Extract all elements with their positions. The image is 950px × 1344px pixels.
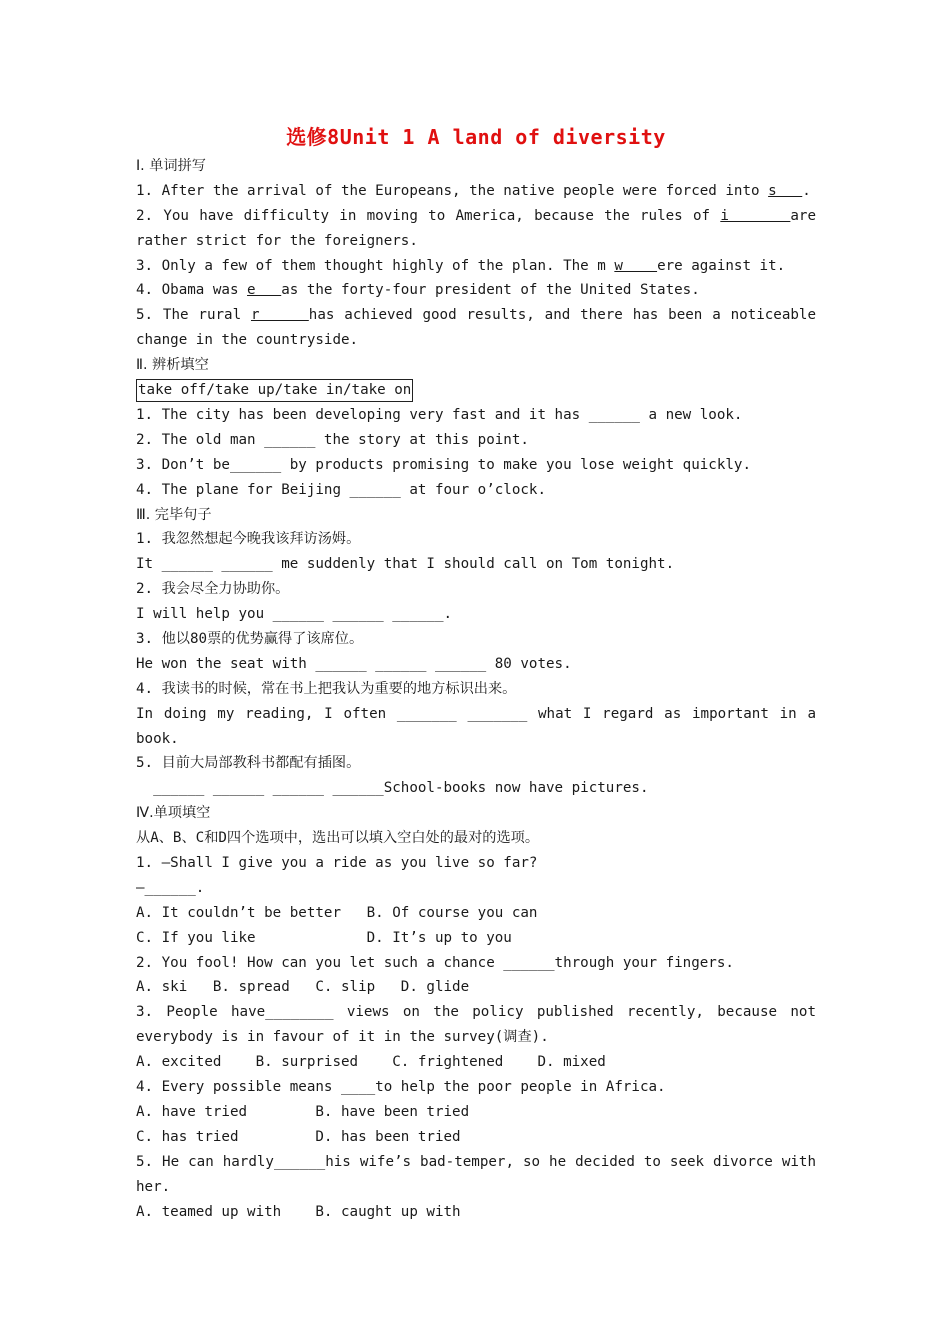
s4-instructions: 从A、B、C和D四个选项中，选出可以填入空白处的最对的选项。 (136, 830, 540, 847)
s1-question-1: 1. After the arrival of the Europeans, the native people were forced into s . (136, 182, 811, 199)
s2-question-1: 1. The city has been developing very fast and it has ______ a new look. (136, 406, 743, 423)
s4-q1-options-cd: C. If you like D. It’s up to you (136, 929, 512, 946)
s1-question-4: 4. Obama was e as the forty-four president of the United States. (136, 282, 700, 299)
answer-blank: w (614, 257, 658, 274)
s3-q4-english: In doing my reading, I often _______ _______ what I regard as important in a book. (136, 705, 816, 747)
s4-q4-options-ab: A. have tried B. have been tried (136, 1103, 470, 1120)
s3-q1-english: It ______ ______ me suddenly that I should call on Tom tonight. (136, 556, 675, 573)
s3-q2-chinese: 2. 我会尽全力协助你。 (136, 581, 290, 598)
section-4-heading: Ⅳ.单项填空 (136, 805, 211, 822)
s1-question-5: 5. The rural r has achieved good results, and there has been a noticeable change in the countryside. (136, 307, 817, 349)
s2-word-box-row (136, 378, 816, 403)
s4-question-5: 5. He can hardly______his wife’s bad-temper, so he decided to seek divorce with her. (136, 1153, 816, 1195)
section-3-heading: Ⅲ. 完毕句子 (136, 506, 212, 523)
section-1-heading: Ⅰ. 单词拼写 (136, 158, 206, 174)
document-page (136, 120, 816, 1224)
section-2-heading: Ⅱ. 辨析填空 (136, 357, 209, 374)
s3-q3-chinese: 3. 他以80票的优势赢得了该席位。 (136, 630, 364, 647)
s3-q1-chinese: 1. 我忽然想起今晚我该拜访汤姆。 (136, 531, 361, 548)
s4-q4-options-cd: C. has tried D. has been tried (136, 1128, 461, 1145)
answer-blank: r (250, 307, 309, 324)
s3-q5-chinese: 5. 目前大局部教科书都配有插图。 (136, 755, 361, 772)
s4-question-4: 4. Every possible means ____to help the poor people in Africa. (136, 1079, 666, 1096)
s3-q3-english: He won the seat with ______ ______ ______ 80 votes. (136, 655, 572, 672)
s4-question-1: 1. —Shall I give you a ride as you live so far? (136, 855, 538, 872)
s4-question-3: 3. People have________ views on the policy published recently, because not everybody is in favour of it in the survey(调查). (136, 1004, 816, 1046)
s3-q2-english: I will help you ______ ______ ______. (136, 606, 453, 623)
s1-question-2: 2. You have difficulty in moving to America, because the rules of i are rather strict for the foreigners. (136, 207, 817, 249)
document-title: 选修8Unit 1 A land of diversity (286, 125, 666, 149)
s4-q1-options-ab: A. It couldn’t be better B. Of course you can (136, 904, 538, 921)
s3-q4-chinese: 4. 我读书的时候，常在书上把我认为重要的地方标识出来。 (136, 680, 517, 697)
s4-q5-options-ab: A. teamed up with B. caught up with (136, 1203, 461, 1220)
answer-blank: s (768, 182, 803, 199)
s2-question-4: 4. The plane for Beijing ______ at four o’clock. (136, 481, 546, 498)
s1-question-3: 3. Only a few of them thought highly of the plan. The m w ere against it. (136, 257, 786, 274)
s4-question-2: 2. You fool! How can you let such a chance ______through your fingers. (136, 954, 734, 971)
s4-q1-answer-line: —______. (136, 879, 205, 896)
s4-q2-options: A. ski B. spread C. slip D. glide (136, 979, 470, 996)
s4-q3-options: A. excited B. surprised C. frightened D. mixed (136, 1054, 606, 1071)
phrase-box: take off/take up/take in/take on (136, 379, 413, 402)
s2-question-2: 2. The old man ______ the story at this point. (136, 431, 529, 448)
answer-blank: e (247, 282, 282, 299)
s3-q5-english: ______ ______ ______ ______School-books now have pictures. (136, 780, 649, 797)
answer-blank: i (720, 207, 791, 224)
s2-question-3: 3. Don’t be______ by products promising to make you lose weight quickly. (136, 456, 751, 473)
